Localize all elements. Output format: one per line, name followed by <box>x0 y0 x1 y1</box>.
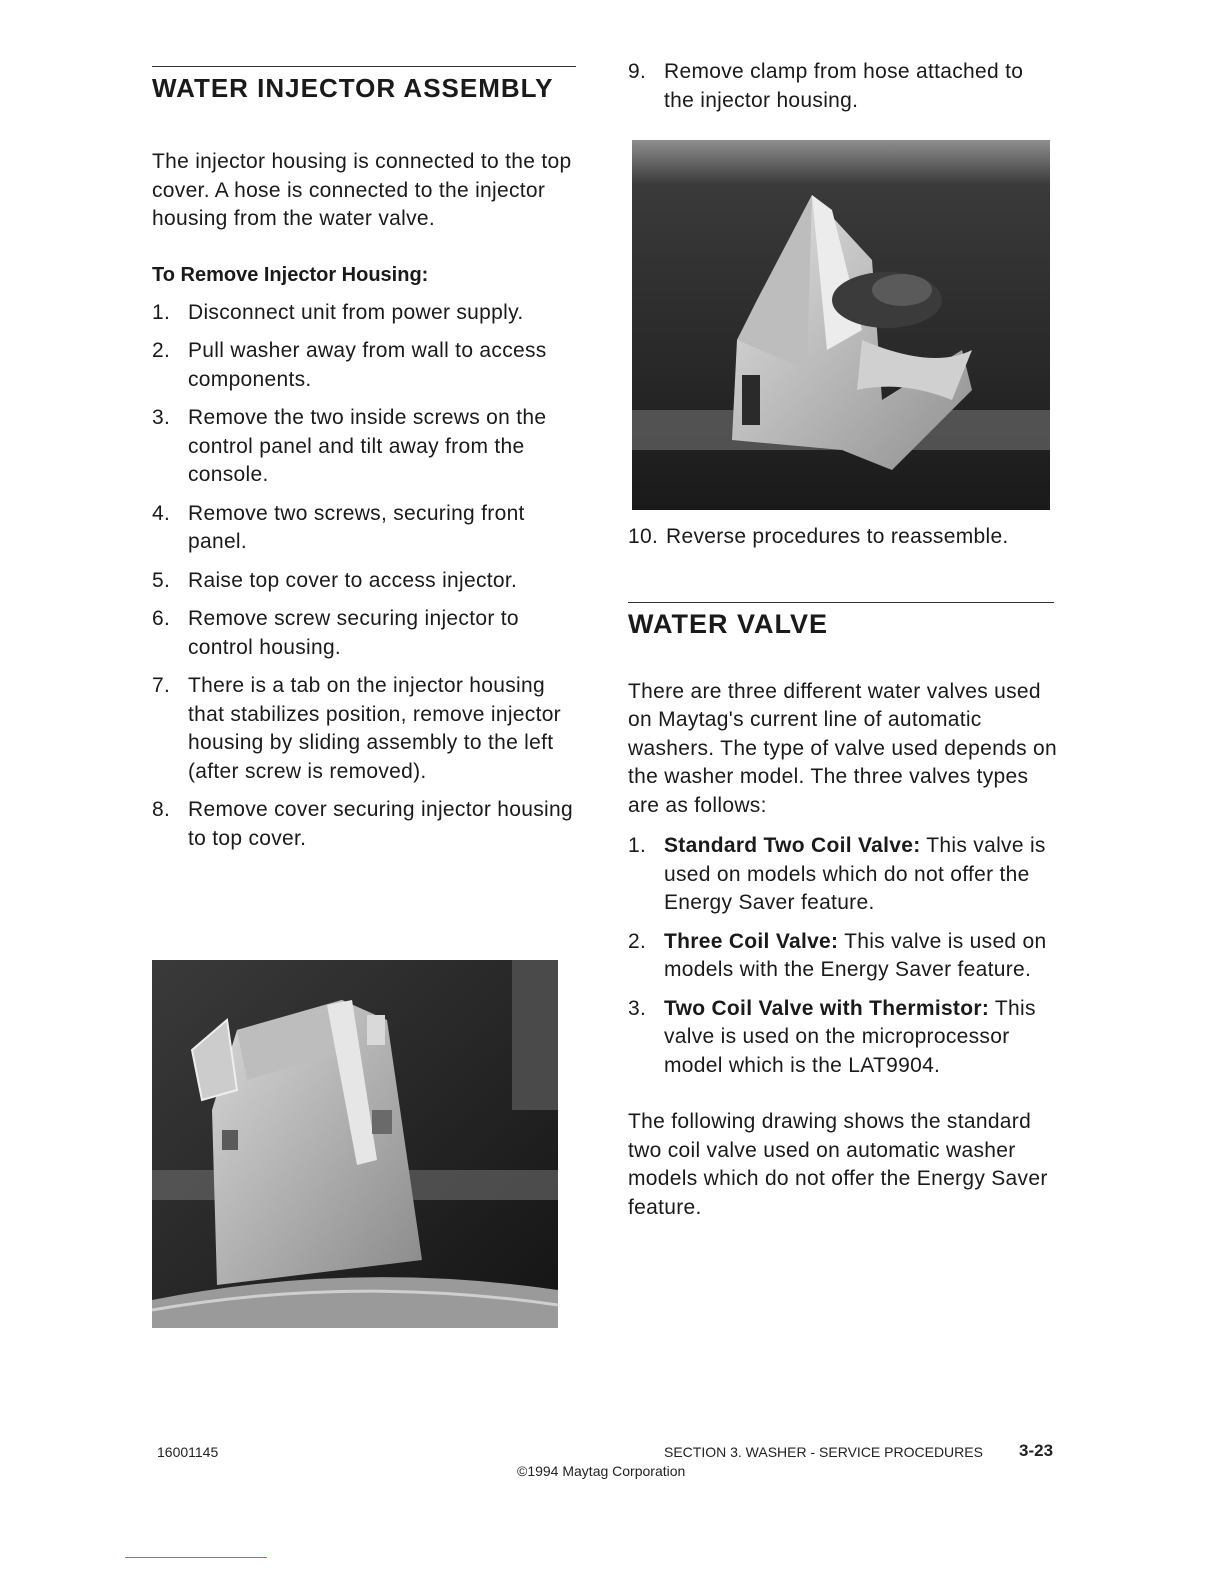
footer-doc-number: 16001145 <box>157 1444 219 1460</box>
step-10-list <box>628 523 1058 552</box>
injector-housing-photo <box>152 960 558 1328</box>
footer-section: SECTION 3. WASHER - SERVICE PROCEDURES <box>664 1444 983 1460</box>
list-item <box>152 605 576 662</box>
section-title-injector: WATER INJECTOR ASSEMBLY <box>152 66 576 104</box>
list-item <box>628 928 1058 985</box>
valve-name: Three Coil Valve: <box>664 929 839 953</box>
step-number: 1. <box>628 834 647 857</box>
step-number: 2. <box>152 339 171 362</box>
step-text: Remove two screws, securing front panel. <box>188 501 525 553</box>
remove-injector-subhead: To Remove Injector Housing: <box>152 263 429 286</box>
list-item <box>628 832 1058 918</box>
list-item <box>152 567 576 596</box>
step-text: There is a tab on the injector housing that stabilizes position, remove injector housing by sliding assembly to the left (after screw is removed). <box>188 674 561 783</box>
step-number: 4. <box>152 501 171 525</box>
footer-copyright: ©1994 Maytag Corporation <box>517 1463 686 1479</box>
section-title-water-valve: WATER VALVE <box>628 602 1054 640</box>
hose-clamp-photo <box>632 140 1050 510</box>
step-9-list <box>628 58 1058 115</box>
list-item <box>628 523 1058 552</box>
valve-description: This valve is used on models which do not offer the Energy Saver feature. <box>664 834 1046 914</box>
step-text: Pull washer away from wall to access components. <box>188 339 547 391</box>
step-text: Remove the two inside screws on the control panel and tilt away from the console. <box>188 406 547 486</box>
page-number: 3-23 <box>1019 1441 1054 1460</box>
step-text: Remove screw securing injector to control housing. <box>188 607 519 659</box>
step-number: 3. <box>152 406 171 429</box>
list-item <box>152 337 576 394</box>
list-item <box>628 995 1058 1081</box>
step-number: 10. <box>628 525 659 548</box>
valve-types-list <box>628 832 1058 1080</box>
list-item <box>628 58 1058 115</box>
step-number: 7. <box>152 674 171 697</box>
list-item <box>152 299 576 328</box>
divider <box>125 1557 267 1558</box>
valve-description: This valve is used on models with the Energy Saver feature. <box>664 929 1047 981</box>
step-text: Raise top cover to access injector. <box>188 568 518 592</box>
left-column <box>152 66 576 863</box>
valve-name: Two Coil Valve with Thermistor: <box>664 996 990 1020</box>
right-column-lower <box>628 523 1058 1222</box>
step-number: 9. <box>628 60 647 83</box>
step-text: Reverse procedures to reassemble. <box>666 525 1009 548</box>
step-text: Disconnect unit from power supply. <box>188 300 524 324</box>
step-text: Remove cover securing injector housing to top cover. <box>188 798 573 850</box>
step-number: 1. <box>152 300 171 324</box>
list-item <box>152 672 576 786</box>
step-number: 8. <box>152 798 171 821</box>
right-column <box>628 58 1058 115</box>
valve-description: This valve is used on the microprocessor model which is the LAT9904. <box>664 996 1036 1077</box>
list-item <box>152 404 576 490</box>
injector-intro: The injector housing is connected to the top cover. A hose is connected to the injector housing from the water valve. <box>152 150 572 230</box>
step-number: 6. <box>152 607 171 630</box>
injector-housing-image <box>152 960 558 1328</box>
list-item <box>152 500 576 557</box>
step-number: 2. <box>628 929 647 953</box>
water-valve-intro: There are three different water valves used on Maytag's current line of automatic washers. The type of valve used depends on the washer model. The three valves types are as follows: <box>628 679 1057 817</box>
step-text: Remove clamp from hose attached to the injector housing. <box>664 60 1024 112</box>
injector-steps-list <box>152 299 576 854</box>
valve-drawing-note: The following drawing shows the standard two coil valve used on automatic washer models which do not offer the Energy Saver feature. <box>628 1110 1048 1219</box>
hose-clamp-image <box>632 140 1050 510</box>
step-number: 5. <box>152 568 171 592</box>
list-item <box>152 796 576 853</box>
step-number: 3. <box>628 996 647 1020</box>
valve-name: Standard Two Coil Valve: <box>664 834 921 857</box>
